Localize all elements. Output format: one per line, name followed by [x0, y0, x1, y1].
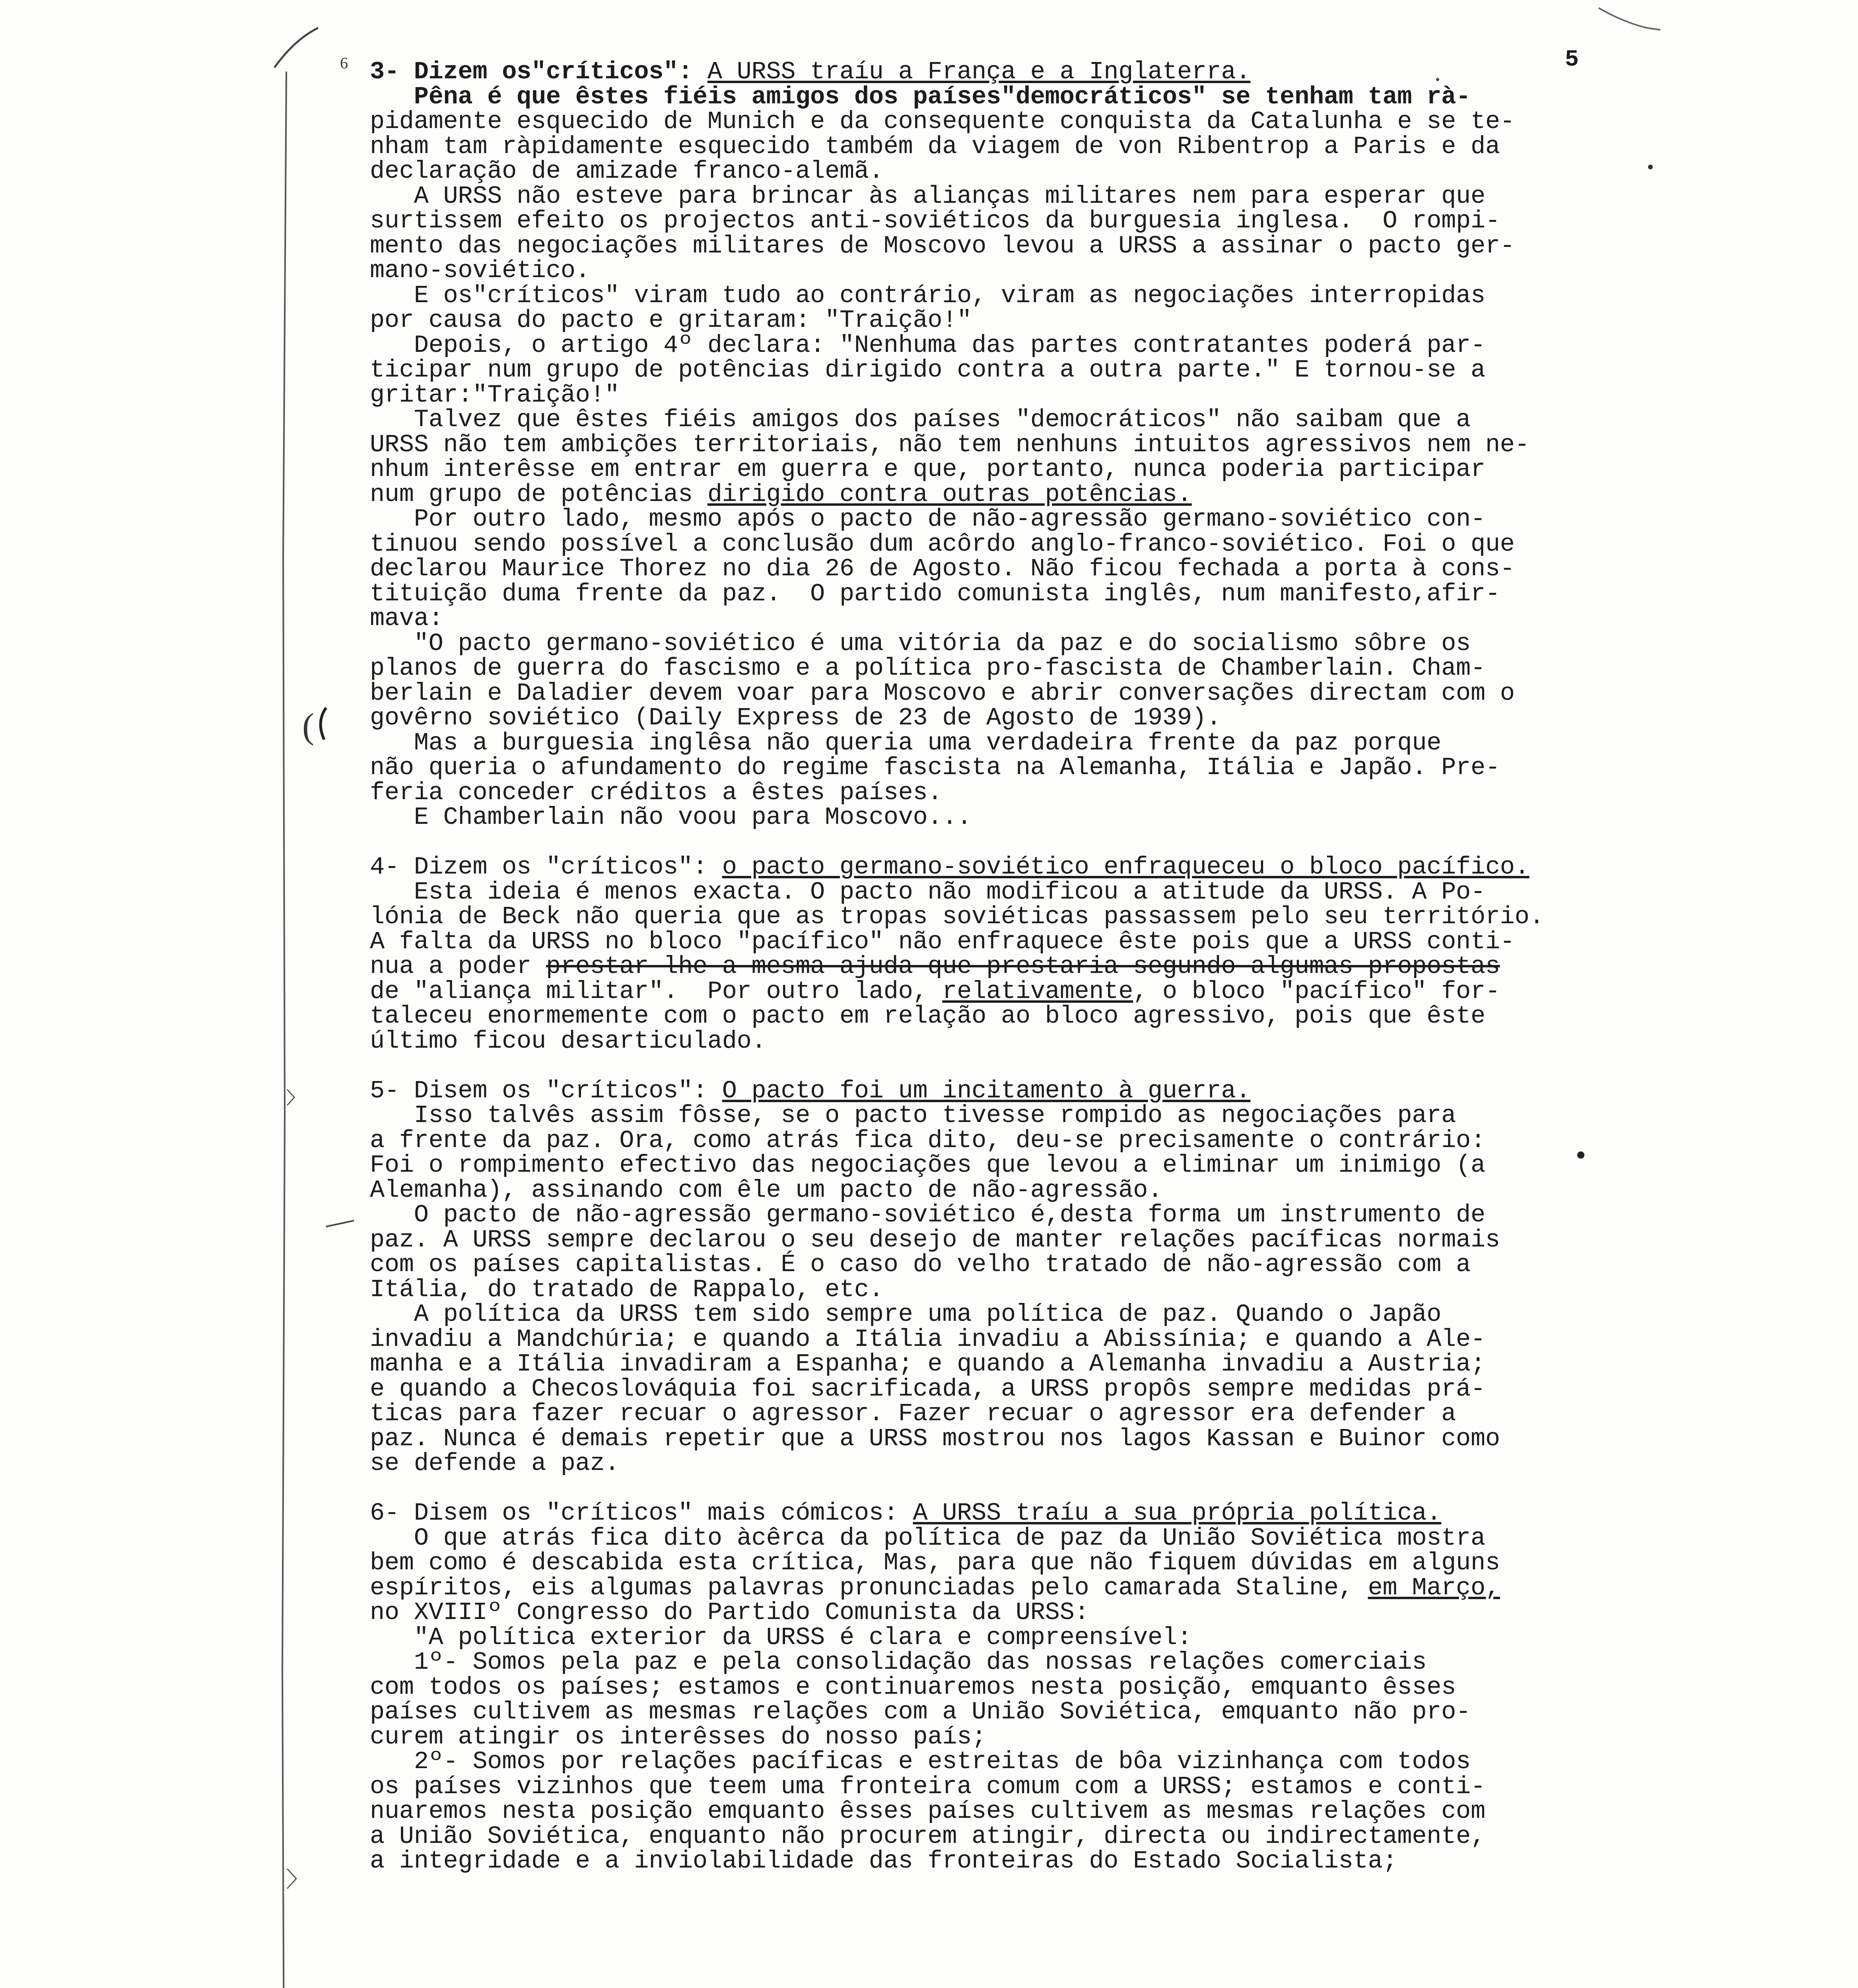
text-line: declaração de amizade franco-alemã. [370, 157, 884, 185]
text-line: paz. Nunca é demais repetir que a URSS mostrou nos lagos Kassan e Buinor como [370, 1424, 1500, 1453]
text-line: Itália, do tratado de Rappalo, etc. [370, 1275, 884, 1304]
text-line: de "aliança militar". Por outro lado, relativamente, o bloco "pacífico" for- [370, 977, 1500, 1006]
text-line: A política da URSS tem sido sempre uma política de paz. Quando o Japão [370, 1300, 1442, 1328]
section-heading-title: A URSS traíu a França e a Inglaterra. [707, 58, 1251, 86]
text-line: num grupo de potências dirigido contra outras potências. [370, 480, 1192, 509]
text-line: nuaremos nesta posição emquanto êsses países cultivem as mesmas relações com [370, 1797, 1485, 1825]
text-line: mava: [370, 604, 443, 633]
text-line: por causa do pacto e gritaram: "Traição!" [370, 306, 972, 334]
text-line: bem como é descabida esta crítica, Mas, para que não fiquem dúvidas em alguns [370, 1549, 1500, 1577]
text-line: manha e a Itália invadiram a Espanha; e quando a Alemanha invadiu a Austria; [370, 1350, 1485, 1378]
underlined-phrase: O pacto foi um incitamento à guerra. [722, 1076, 1251, 1105]
paragraph-gap [370, 1054, 1674, 1079]
text-line: E Chamberlain não voou para Moscovo... [370, 803, 972, 831]
text-line: curem atingir os interêsses do nosso país; [370, 1722, 987, 1751]
text-line: espíritos, eis algumas palavras pronunciadas pelo camarada Staline, em Março, [370, 1573, 1500, 1602]
text-line: nham tam ràpidamente esquecido também da viagem de von Ribentrop a Paris e da [370, 132, 1500, 161]
text-line: não queria o afundamento do regime fascista na Alemanha, Itália e Japão. Pre- [370, 753, 1500, 782]
text-line: 2º- Somos por relações pacíficas e estreitas de bôa vizinhança com todos [370, 1747, 1471, 1776]
text-line: lónia de Beck não queria que as tropas soviéticas passassem pelo seu território. [370, 903, 1544, 931]
text-line: planos de guerra do fascismo e a política pro-fascista de Chamberlain. Cham- [370, 654, 1485, 682]
text-line: com os países capitalistas. É o caso do velho tratado de não-agressão com a [370, 1250, 1471, 1279]
margin-bracket-mark: ( [302, 707, 314, 746]
text-line: govêrno soviético (Daily Express de 23 de Agosto de 1939). [370, 704, 1221, 732]
text-line: A URSS não esteve para brincar às alianças militares nem para esperar que [370, 182, 1485, 210]
text-line: Mas a burguesia inglêsa não queria uma verdadeira frente da paz porque [370, 728, 1442, 757]
text-line: Pêna é que êstes fiéis amigos dos países"democráticos" se tenham tam rà- [370, 82, 1471, 111]
text-line: invadiu a Mandchúria; e quando a Itália invadiu a Abissínia; e quando a Ale- [370, 1325, 1485, 1353]
underlined-phrase: relativamente [942, 977, 1133, 1006]
page-number: 5 [1565, 47, 1579, 73]
text-line: Foi o rompimento efectivo das negociações que levou a eliminar um inimigo (a [370, 1151, 1485, 1179]
section-heading: 5- Disem os "críticos": O pacto foi um incitamento à guerra. [370, 1076, 1251, 1105]
text-line: A falta da URSS no bloco "pacífico" não enfraquece êste pois que a URSS conti- [370, 927, 1515, 956]
underlined-phrase: o pacto germano-soviético enfraqueceu o bloco pacífico. [722, 853, 1530, 881]
text-line: berlain e Daladier devem voar para Moscovo e abrir conversações directam com o [370, 679, 1515, 707]
text-line: Por outro lado, mesmo após o pacto de não-agressão germano-soviético con- [370, 505, 1485, 533]
text-line: Esta ideia é menos exacta. O pacto não modificou a atitude da URSS. A Po- [370, 878, 1485, 906]
text-line: Talvez que êstes fiéis amigos dos países "democráticos" não saibam que a [370, 406, 1471, 434]
text-line: declarou Maurice Thorez no dia 26 de Agosto. Não ficou fechada a porta à cons- [370, 555, 1515, 583]
text-line: os países vizinhos que teem uma fronteira comum com a URSS; estamos e conti- [370, 1772, 1485, 1801]
paragraph-gap [370, 830, 1674, 855]
text-line: gritar:"Traição!" [370, 381, 620, 409]
text-line: O que atrás fica dito àcêrca da política de paz da União Soviética mostra [370, 1524, 1485, 1552]
text-line: Alemanha), assinando com êle um pacto de não-agressão. [370, 1176, 1162, 1204]
text-line: paz. A URSS sempre declarou o seu desejo de manter relações pacíficas normais [370, 1225, 1500, 1254]
text-line: nhum interêsse em entrar em guerra e que, portanto, nunca poderia participar [370, 455, 1485, 483]
text-line: e quando a Checoslováquia foi sacrificada, a URSS propôs sempre medidas prá- [370, 1375, 1485, 1403]
text-line: taleceu enormemente com o pacto em relação ao bloco agressivo, pois que êste [370, 1002, 1485, 1030]
typed-text-body [370, 60, 1674, 1874]
text-line: E os"críticos" viram tudo ao contrário, viram as negociações interropidas [370, 281, 1485, 310]
text-line: tinuou sendo possível a conclusão dum acôrdo anglo-franco-soviético. Foi o que [370, 530, 1515, 558]
section-heading: 4- Dizem os "críticos": o pacto germano-soviético enfraqueceu o bloco pacífico. [370, 853, 1530, 881]
text-line-struck: nua a poder prestar-lhe a mesma ajuda que prestaria segundo algumas propostas [370, 952, 1500, 980]
text-line [370, 60, 1674, 85]
section-heading-lead: 3- Dizem os"críticos": [370, 58, 707, 86]
section-heading: 6- Disem os "críticos" mais cómicos: A URSS traíu a sua própria política. [370, 1499, 1442, 1527]
text-line: URSS não tem ambições territoriais, não tem nenhuns intuitos agressivos nem ne- [370, 430, 1530, 459]
text-line: mento das negociações militares de Moscovo levou a URSS a assinar o pacto ger- [370, 231, 1515, 260]
text-line: surtissem efeito os projectos anti-soviéticos da burguesia inglesa. O rompi- [370, 207, 1500, 235]
text-line: a integridade e a inviolabilidade das fronteiras do Estado Socialista; [370, 1847, 1397, 1875]
text-line: "O pacto germano-soviético é uma vitória da paz e do socialismo sôbre os [370, 629, 1471, 658]
underlined-phrase: em Março, [1368, 1573, 1500, 1602]
text-line: último ficou desarticulado. [370, 1027, 766, 1055]
text-line: com todos os países; estamos e continuaremos nesta posição, emquanto êsses [370, 1673, 1456, 1701]
paragraph-gap [370, 1476, 1674, 1501]
margin-note-six: 6 [340, 54, 348, 72]
text-line: se defende a paz. [370, 1449, 620, 1477]
struck-phrase: prestar-lhe a mesma ajuda que prestaria segundo algumas propostas [546, 952, 1500, 980]
text-line: "A política exterior da URSS é clara e compreensível: [370, 1623, 1192, 1652]
text-line: ticas para fazer recuar o agressor. Fazer recuar o agressor era defender a [370, 1400, 1456, 1428]
text-line: Depois, o artigo 4º declara: "Nenhuma das partes contratantes poderá par- [370, 331, 1485, 359]
text-line: mano-soviético. [370, 256, 590, 285]
text-line: ticipar num grupo de potências dirigido contra a outra parte." E tornou-se a [370, 356, 1485, 384]
underlined-phrase: A URSS traíu a sua própria política. [913, 1499, 1442, 1527]
text-line: feria conceder créditos a êstes países. [370, 778, 943, 807]
text-line: Isso talvês assim fôsse, se o pacto tivesse rompido as negociações para [370, 1101, 1456, 1130]
text-line: países cultivem as mesmas relações com a União Soviética, emquanto não pro- [370, 1698, 1471, 1726]
text-line: O pacto de não-agressão germano-soviético é,desta forma um instrumento de [370, 1201, 1485, 1229]
text-line: a União Soviética, enquanto não procurem atingir, directa ou indirectamente, [370, 1822, 1485, 1850]
text-line: a frente da paz. Ora, como atrás fica dito, deu-se precisamente o contrário: [370, 1126, 1485, 1155]
text-line: 1º- Somos pela paz e pela consolidação das nossas relações comerciais [370, 1648, 1427, 1676]
underlined-phrase: dirigido contra outras potências. [707, 480, 1192, 509]
text-line: no XVIIIº Congresso do Partido Comunista da URSS: [370, 1598, 1089, 1627]
text-line: pidamente esquecido de Munich e da consequente conquista da Catalunha e se te- [370, 107, 1515, 136]
text-line: tituição duma frente da paz. O partido comunista inglês, num manifesto,afir- [370, 579, 1500, 608]
